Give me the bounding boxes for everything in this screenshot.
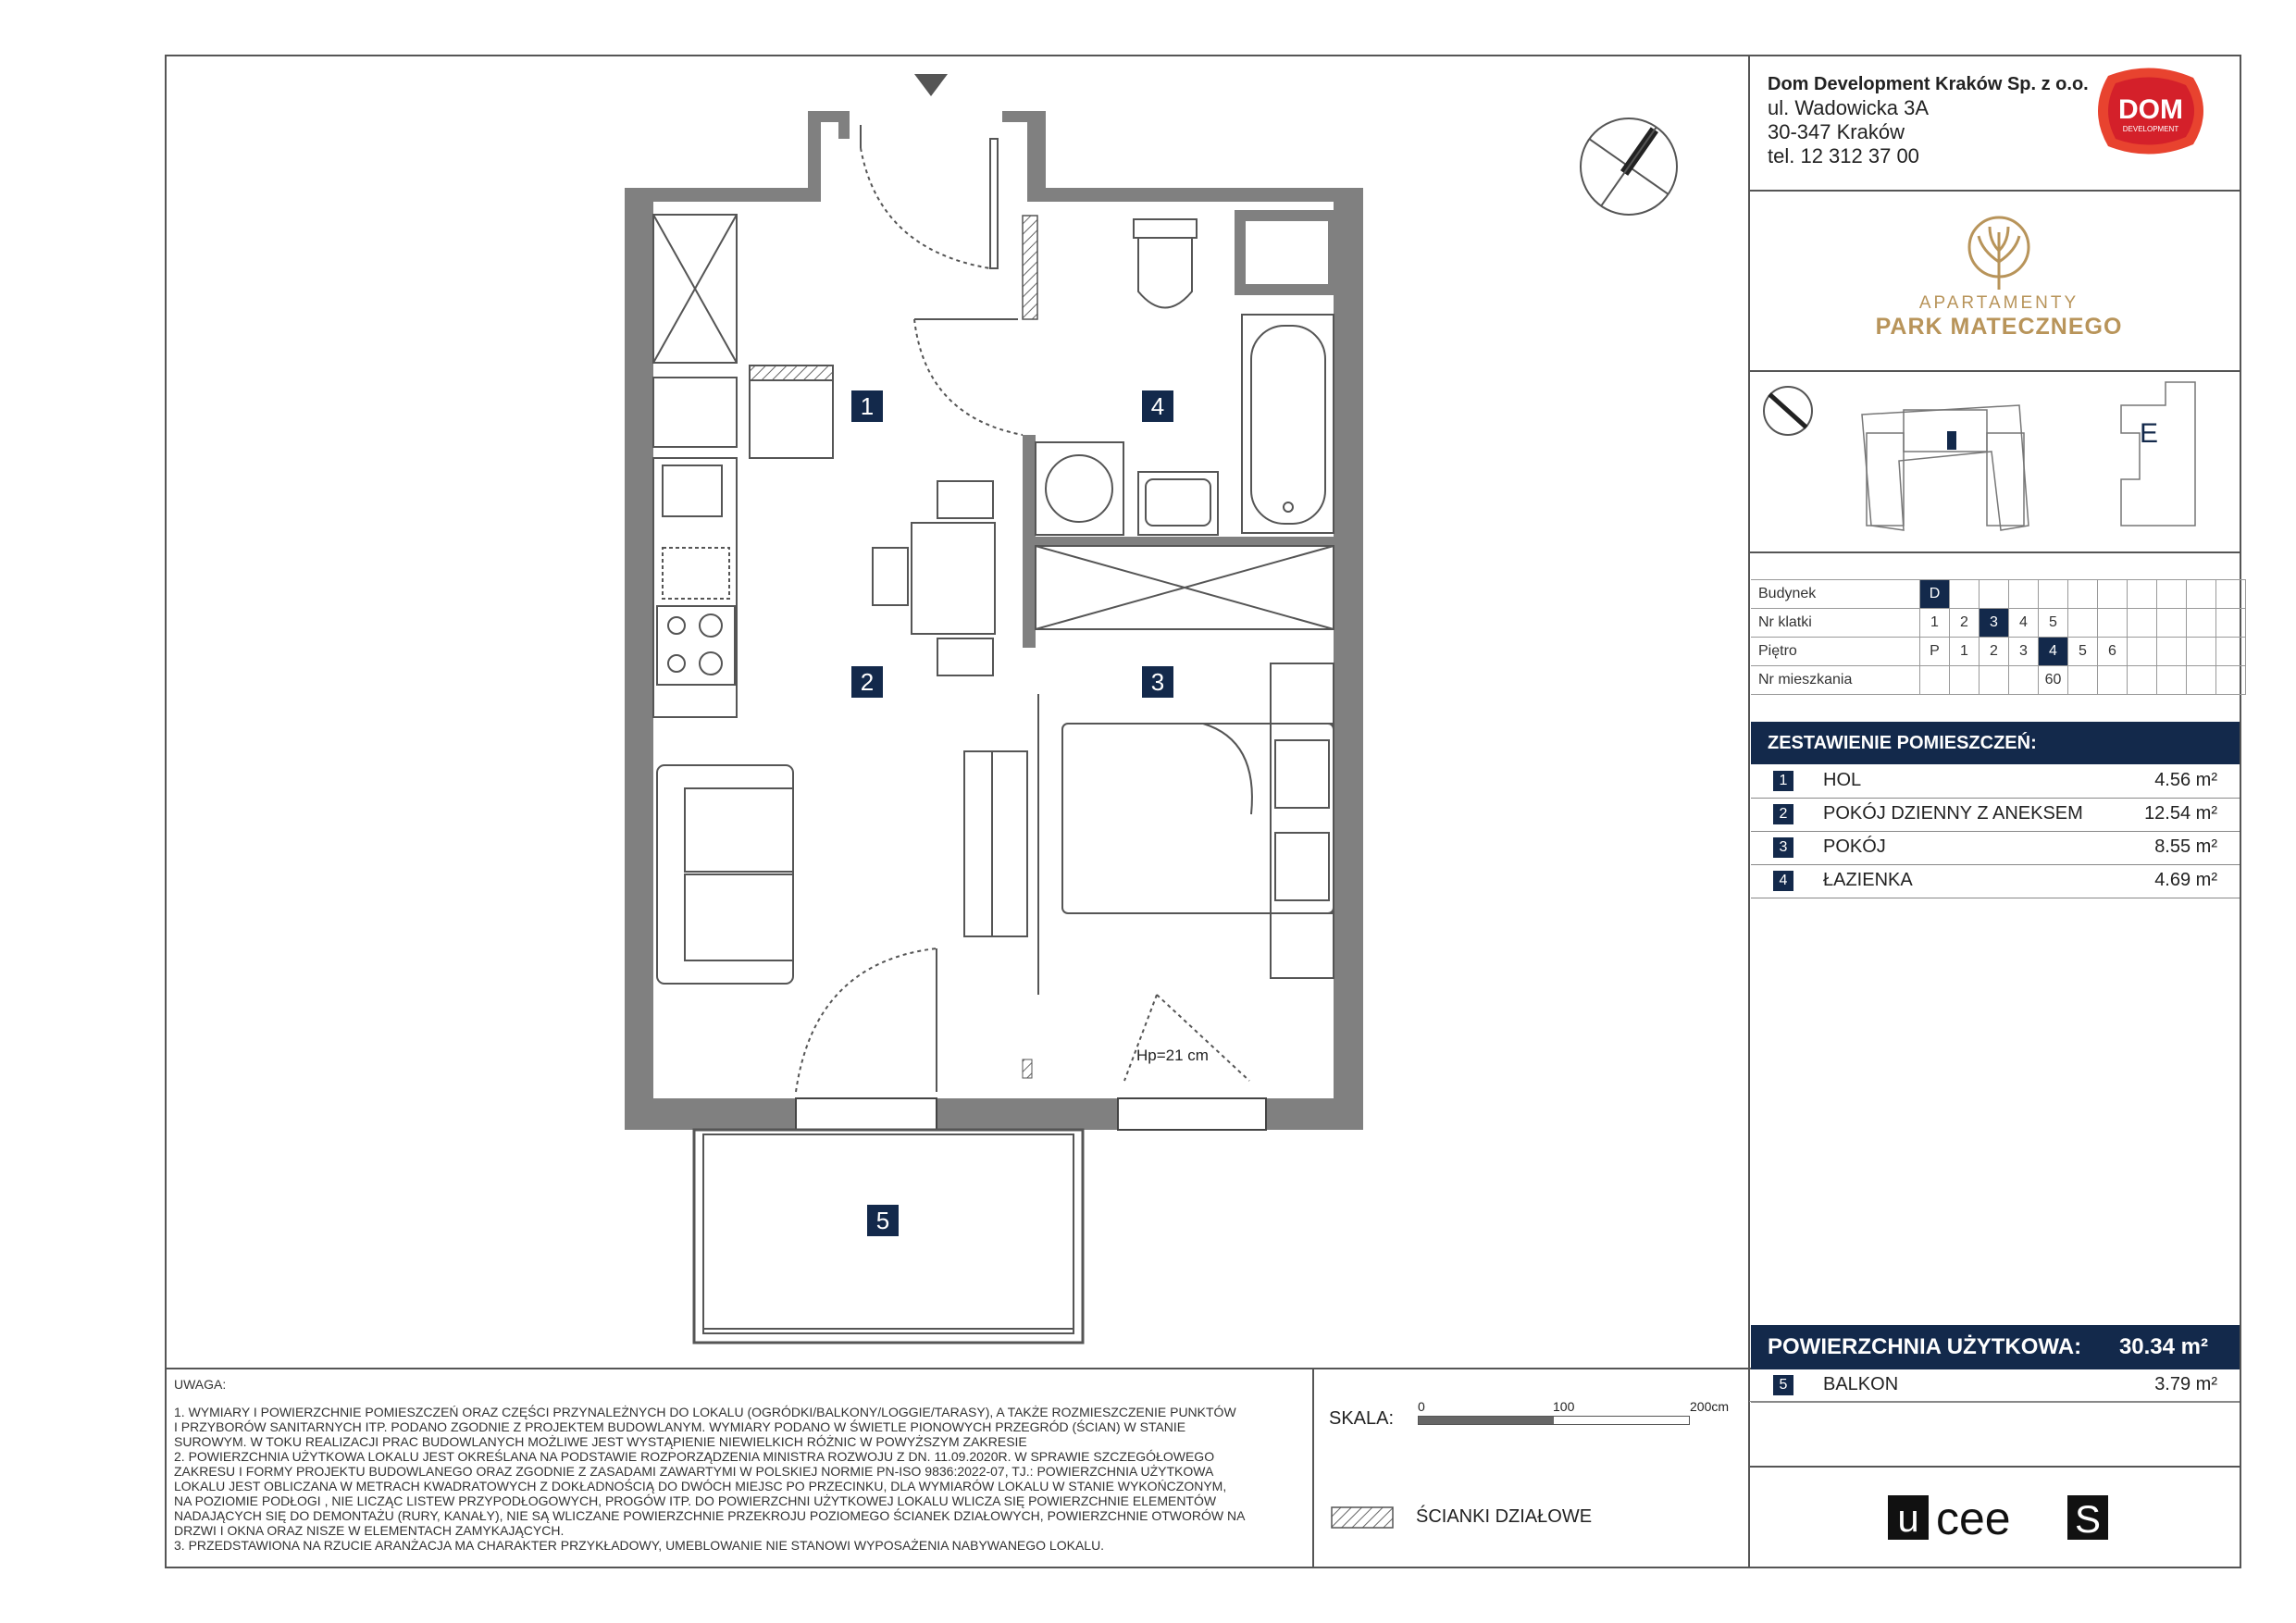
location-cell: [1920, 666, 1950, 695]
location-cell: D: [1920, 580, 1950, 609]
brand-line2: PARK MATECZNEGO: [1875, 314, 2123, 340]
location-cell: 5: [2068, 638, 2098, 666]
room-label-2: [851, 666, 883, 698]
location-cell: [2068, 609, 2098, 638]
notes-heading: UWAGA:: [174, 1377, 227, 1392]
location-cell: [2216, 609, 2246, 638]
room-row: 2 POKÓJ DZIENNY Z ANEKSEM 12.54 m²: [1751, 799, 2240, 832]
dining-table: [873, 481, 995, 675]
room-label-5: [867, 1205, 899, 1236]
hatch-swatch-icon: [1331, 1506, 1396, 1530]
scale-label: SKALA:: [1329, 1408, 1395, 1429]
location-cell: [2098, 666, 2128, 695]
tree-logo-icon: [1962, 214, 2036, 293]
scale-track: [1418, 1416, 1690, 1425]
location-cell: [2187, 666, 2216, 695]
entrance-marker: [914, 74, 948, 96]
divider: [1749, 370, 2240, 372]
company-name: Dom Development Kraków Sp. z o.o.: [1768, 74, 2089, 94]
sofa: [657, 765, 793, 984]
company-phone: tel. 12 312 37 00: [1768, 144, 1919, 167]
location-cell: [2157, 580, 2187, 609]
divider: [1749, 190, 2240, 192]
uceeS-logo: [1888, 1492, 2110, 1548]
room-row: 4 ŁAZIENKA 4.69 m²: [1751, 865, 2240, 898]
location-row-label: Nr mieszkania: [1751, 666, 1920, 695]
location-row: [1751, 580, 2246, 609]
divider: [1312, 1369, 1314, 1567]
project-brand: [1823, 208, 2175, 341]
location-cell: [2039, 580, 2068, 609]
location-cell: [1950, 580, 1980, 609]
legend-partition-label: ŚCIANKI DZIAŁOWE: [1416, 1506, 1593, 1527]
svg-text:cee: cee: [1936, 1493, 2011, 1543]
location-cell: [2157, 638, 2187, 666]
room-label-1: [851, 390, 883, 422]
threshold-height-label: Hp=21 cm: [1136, 1047, 1209, 1064]
location-cell: [2216, 580, 2246, 609]
location-cell: [2098, 580, 2128, 609]
divider: [1749, 551, 2240, 553]
location-cell: [2098, 609, 2128, 638]
svg-text:DEVELOPMENT: DEVELOPMENT: [2122, 125, 2179, 133]
location-cell: [2128, 580, 2157, 609]
svg-text:5: 5: [875, 1207, 890, 1234]
usable-area-bar: [1751, 1325, 2240, 1369]
sidebar-divider: [1748, 56, 1750, 1567]
location-cell: 3: [1980, 609, 2009, 638]
divider: [1749, 1466, 2240, 1468]
scale-tick-100: 100: [1553, 1399, 1575, 1414]
location-cell: [2216, 666, 2246, 695]
company-city: 30-347 Kraków: [1768, 120, 1905, 143]
location-row-label: Piętro: [1751, 638, 1920, 666]
location-cell: 6: [2098, 638, 2128, 666]
location-row-label: Nr klatki: [1751, 609, 1920, 638]
location-cell: 4: [2009, 609, 2039, 638]
location-row: [1751, 638, 2246, 666]
location-cell: [2187, 609, 2216, 638]
location-table: [1751, 579, 2246, 695]
location-cell: [2216, 638, 2246, 666]
location-cell: [2068, 580, 2098, 609]
room-row: 3 POKÓJ 8.55 m²: [1751, 832, 2240, 865]
scale-tick-0: 0: [1418, 1399, 1425, 1414]
location-cell: 4: [2039, 638, 2068, 666]
location-cell: [2187, 580, 2216, 609]
scale-tick-200: 200cm: [1690, 1399, 1730, 1414]
location-cell: [2128, 609, 2157, 638]
location-cell: [2009, 580, 2039, 609]
location-cell: 1: [1920, 609, 1950, 638]
room-row: 1 HOL 4.56 m²: [1751, 765, 2240, 799]
room-label-3: [1142, 666, 1173, 698]
notes: UWAGA: 1. WYMIARY I POWIERZCHNIE POMIESZCZEŃ ORAZ CZĘŚCI PRZYNALEŻNYCH DO LOKALU (OGRÓDKI/BALKONY/LOGGIE/TARASY), A TAKŻE ROZMIESZCZENIE PUNKTÓW I PRZYBORÓW SANITARNYCH ITP. PODANO ZGODNIE Z PROJEKTEM BUDOWLANYM. WYMIARY PODANO W ŚWIETLE PIONOWYCH PRZEGRÓD (ŚCIAN) W STANIE SUROWYM. W TOKU REALIZACJI PRAC BUDOWLANYCH MOŻLIWE JEST WYSTĄPIENIE NIEWIELKICH RÓŻNIC W POWYŻSZYM ZAKRESIE 2. POWIERZCHNIA UŻYTKOWA LOKALU JEST OKREŚLANA NA PODSTAWIE ROZPORZĄDZENIA MINISTRA ROZWOJU Z DN. 11.09.2020R. W SPRAWIE SZCZEGÓŁOWEGO ZAKRESU I FORMY PROJEKTU BUDOWLANEGO ORAZ ZGODNIE Z ZASADAMI ZAWARTYMI W POLSKIEJ NORMIE PN-ISO 9836:2022-07, TJ.: POWIERZCHNIA UŻYTKOWA LOKALU JEST OBLICZANA W METRACH KWADRATOWYCH Z DOKŁADNOŚCIĄ DO DWÓCH MIEJSC PO PRZECINKU, DLA WYMIARÓW LOKALU W STANIE WYKOŃCZONYM, NA POZIOMIE PODŁOGI , NIE LICZĄC LISTEW PRZYPODŁOGOWYCH, PROGÓW ITP. DO POWIERZCHNI UŻYTKOWEJ LOKALU WLICZA SIĘ POWIERZCHNIE ELEMENTÓW NADAJĄCYCH SIĘ DO DEMONTAŻU (RURY, KANAŁY), NIE SĄ WLICZANE POWIERZCHNIE PRZEKROJU POZIOMEGO ŚCIANEK DZIAŁOWYCH, POWIERZCHNIE OTWORÓW NA DRZWI I OKNA ORAZ NISZE W ELEMENTACH ZAMYKAJĄCYCH. 3. PRZEDSTAWIONA NA RZUCIE ARANŻACJA MA CHARAKTER PRZYKŁADOWY, UMEBLOWANIE NIE STANOWI WYPOSAŻENIA NABYWANEGO LOKALU.: [174, 1377, 1294, 1553]
location-cell: 1: [1950, 638, 1980, 666]
location-row: [1751, 609, 2246, 638]
location-cell: [2157, 609, 2187, 638]
location-cell: [2128, 638, 2157, 666]
usable-area-label: POWIERZCHNIA UŻYTKOWA:: [1768, 1334, 2082, 1359]
balcony-row: 5 BALKON 3.79 m²: [1751, 1369, 2240, 1403]
location-cell: 5: [2039, 609, 2068, 638]
location-cell: [2128, 666, 2157, 695]
location-cell: [2009, 666, 2039, 695]
company-street: ul. Wadowicka 3A: [1768, 96, 1930, 119]
location-cell: [1980, 666, 2009, 695]
key-plan: [1751, 378, 2240, 550]
location-cell: 2: [1950, 609, 1980, 638]
svg-text:u: u: [1897, 1496, 1919, 1540]
bed: [1062, 663, 1334, 978]
location-cell: [2157, 666, 2187, 695]
location-row: [1751, 666, 2246, 695]
floor-plan: [167, 56, 1744, 1370]
company-info: [1768, 72, 2089, 168]
svg-text:1: 1: [860, 392, 875, 420]
key-plan-compass: [1764, 387, 1812, 435]
room-label-4: [1142, 390, 1173, 422]
svg-text:3: 3: [1150, 668, 1165, 696]
location-cell: [2187, 638, 2216, 666]
scale-fill: [1419, 1417, 1554, 1424]
svg-text:4: 4: [1150, 392, 1165, 420]
location-cell: P: [1920, 638, 1950, 666]
dom-development-logo: [2090, 67, 2212, 155]
svg-text:DOM: DOM: [2118, 94, 2183, 125]
kitchen-units: [653, 215, 833, 717]
rooms-title: ZESTAWIENIE POMIESZCZEŃ:: [1751, 722, 2240, 764]
location-cell: [1980, 580, 2009, 609]
section-letter: E: [2140, 418, 2159, 449]
wardrobe: [964, 694, 1038, 995]
partitions: [1023, 216, 1334, 1078]
location-row-label: Budynek: [1751, 580, 1920, 609]
location-cell: 3: [2009, 638, 2039, 666]
svg-text:2: 2: [860, 668, 875, 696]
brand-line1: APARTAMENTY: [1918, 293, 2079, 313]
north-compass: [1581, 118, 1677, 215]
location-cell: [1950, 666, 1980, 695]
svg-text:S: S: [2074, 1497, 2102, 1541]
location-cell: [2068, 666, 2098, 695]
location-cell: 2: [1980, 638, 2009, 666]
location-cell: 60: [2039, 666, 2068, 695]
usable-area-value: 30.34 m²: [2118, 1334, 2208, 1359]
